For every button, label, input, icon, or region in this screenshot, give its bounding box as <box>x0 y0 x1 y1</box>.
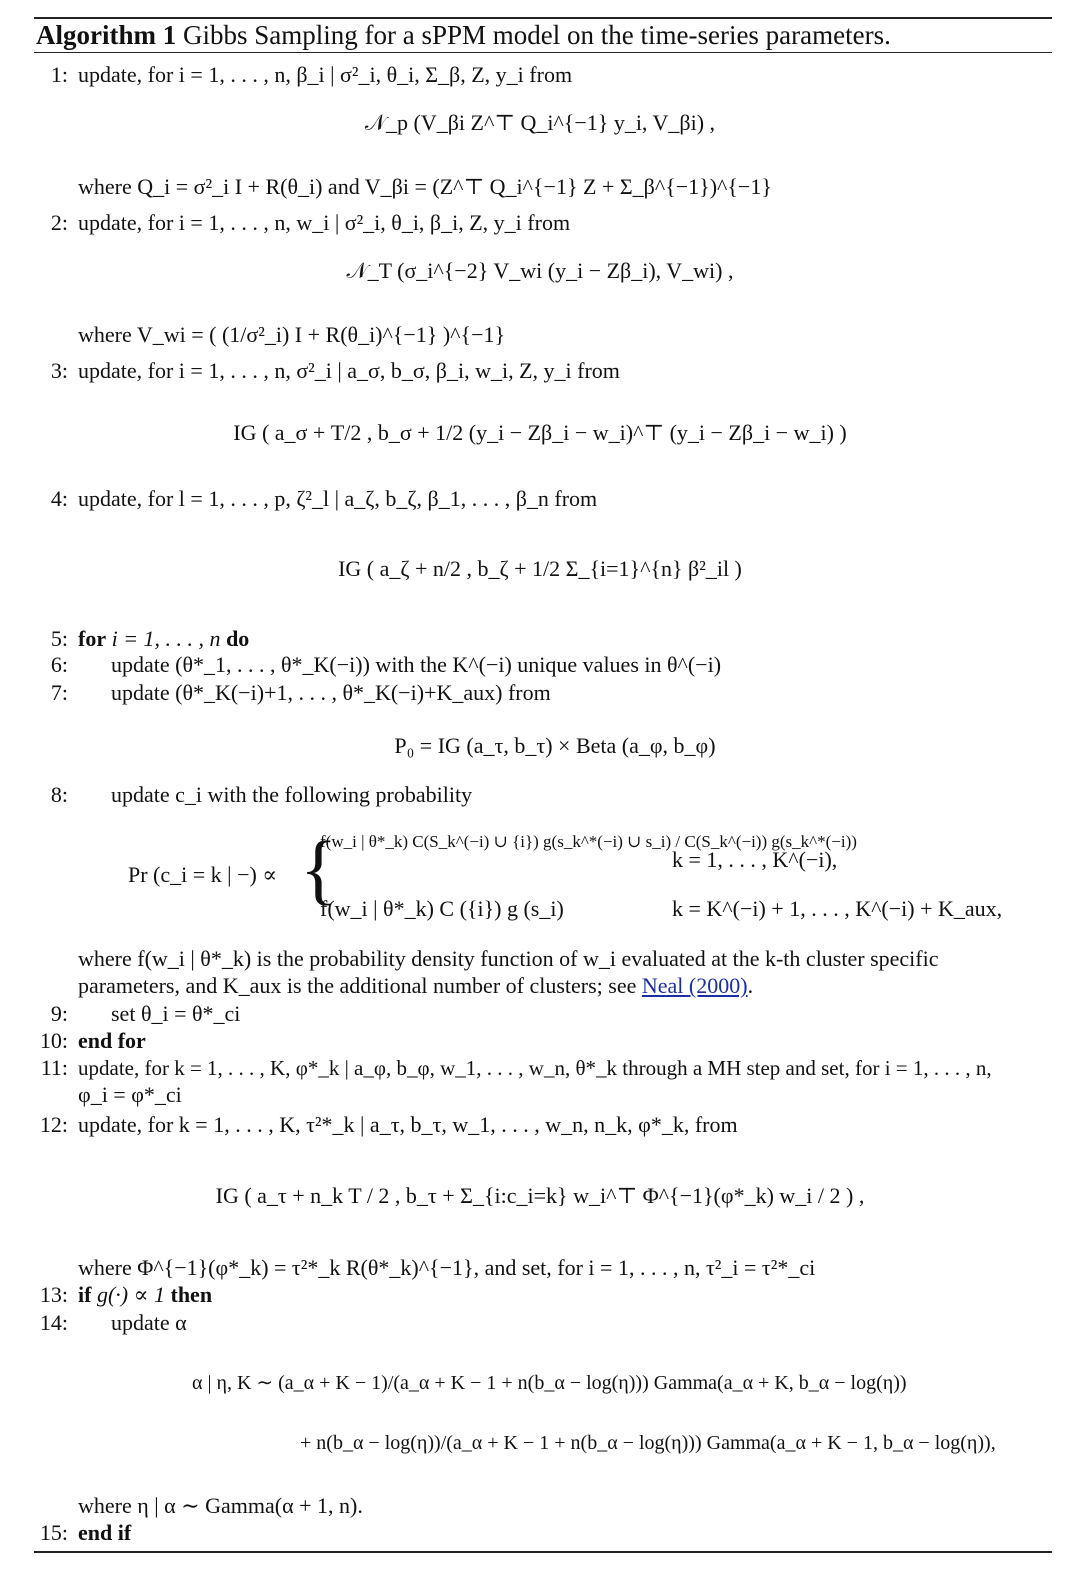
where-text: where η | α ∼ Gamma(α + 1, n). <box>78 1493 363 1518</box>
cluster-prob-cond1: k = 1, . . . , K^(−i), <box>672 847 838 872</box>
step-text: update, for k = 1, . . . , K, φ*_k | a_φ, b_φ, w_1, . . . , w_n, θ*_k through a MH step and set, for i = 1, . . . , n, <box>78 1056 992 1080</box>
equation-12: IG ( a_τ + n_k T / 2 , b_τ + Σ_{i:c_i=k} w_i^⊤ Φ^{−1}(φ*_k) w_i / 2 ) , <box>215 1183 865 1208</box>
step-text: update (θ*_1, . . . , θ*_K(−i)) with the K^(−i) unique values in θ^(−i) <box>111 652 722 677</box>
keyword-for: for <box>78 626 107 651</box>
line-number: 6: <box>50 652 68 677</box>
line-number: 15: <box>39 1520 68 1545</box>
cluster-prob-cond2: k = K^(−i) + 1, . . . , K^(−i) + K_aux, <box>672 896 1003 921</box>
line-number: 8: <box>50 782 68 807</box>
step-text: set θ_i = θ*_ci <box>111 1001 241 1026</box>
step-text: update α <box>111 1310 187 1335</box>
line-number: 1: <box>50 62 68 87</box>
where-text: where Q_i = σ²_i I + R(θ_i) and V_βi = (Z^⊤ Q_i^{−1} Z + Σ_β^{−1})^{−1} <box>78 174 772 199</box>
line-number: 12: <box>39 1112 68 1137</box>
where-text: parameters, and K_aux is the additional number of clusters; see <box>78 973 637 998</box>
equation-4: IG ( a_ζ + n/2 , b_ζ + 1/2 Σ_{i=1}^{n} β²_il ) <box>338 556 742 581</box>
condition: g(·) ∝ 1 <box>96 1282 165 1307</box>
line-number: 7: <box>50 680 68 705</box>
line-number: 11: <box>40 1055 68 1080</box>
algorithm-block: Algorithm 1 Gibbs Sampling for a sPPM model on the time-series parameters. 1: update, for i = 1, . . . , n, β_i | σ²_i, θ_i, Σ_β, Z, y_i from 𝒩_p (V_βi Z^⊤ Q_i^{−1} y_i, V_βi) , where Q_i = σ²_i I + R(θ_i) and V_βi = (Z^⊤ Q_i^{−1} Z + Σ_β^{−1})^{−1} 2: update, for i = 1, . . . , n, w_i | σ²_i, θ_i, β_i, Z, y_i from 𝒩_T (σ_i^{−2} V_wi (y_i − Zβ_i), V_wi) , where V_wi = ( (1/σ²_i) I + R(θ_i)^{−1} )^{−1} 3: update, for i = 1, . . . , n, σ²_i | a_σ, b_σ, β_i, w_i, Z, y_i from IG ( a_σ + T/2 , b_σ + 1/2 (y_i − Zβ_i − w_i)^⊤ (y_i − Zβ_i − w_i) ) 4: update, for l = 1, . . . , p, ζ²_l | a_ζ, b_ζ, β_1, . . . , β_n from IG ( a_ζ + n/2 , b_ζ + 1/2 Σ_{i=1}^{n} β²_il ) 5: for i = 1, . . . , n do 6: update (θ*_1, . . . , θ*_K(−i)) with the K^(−i) unique values in θ^(−i) 7: update (θ*_K(−i)+1, . . . , θ*_K(−i)+K_aux) from P₀ = IG (a_τ, b_τ) × Beta (a_φ, b_φ) 8: update c_i with the following probability Pr (c_i = k | −) ∝ { f(w_i | θ*_k) C(S_k^(−i) ∪ {i}) g(s_k^*(−i) ∪ s_i) / C(S_k^(−i)) g(s_k^*(−i)) k = 1, . . . , K^(−i), f(w_i | θ*_k) C ({i}) g (s_i) k = K^(−i) + 1, . . . , K^(−i) + K_aux, where f(w_i | θ*_k) is the probability density function of w_i evaluated at the k-th cluster specific parameters, and K_aux is the additional number of clusters; see Neal (2000). 9: set θ_i = θ*_ci 10: end for 11: update, for k = 1, . . . , K, φ*_k | a_φ, b_φ, w_1, . . . , w_n, θ*_k through a MH step and set, for i = 1, . . . , n, φ_i = φ*_ci 12: update, for k = 1, . . . , K, τ²*_k | a_τ, b_τ, w_1, . . . , w_n, n_k, φ*_k, from IG ( a_τ + n_k T / 2 , b_τ + Σ_{i:c_i=k} w_i^⊤ Φ^{−1}(φ*_k) w_i / 2 ) , where Φ^{−1}(φ*_k) = τ²*_k R(θ*_k)^{−1}, and set, for i = 1, . . . , n, τ²_i = τ²*_ci 13: if g(·) ∝ 1 then 14: update α α | η, K ∼ (a_α + K − 1)/(a_α + K − 1 + n(b_α − log(η))) Gamma(a_α + K, b_α − log(η)) + n(b_α − log(η))/(a_α + K − 1 + n(b_α − log(η))) Gamma(a_α + K − 1, b_α − log(η)), where η | α ∼ Gamma(α + 1, n). 15: end if <box>0 0 1080 1575</box>
equation-3: IG ( a_σ + T/2 , b_σ + 1/2 (y_i − Zβ_i − w_i)^⊤ (y_i − Zβ_i − w_i) ) <box>233 420 847 445</box>
step-text: update, for i = 1, . . . , n, σ²_i | a_σ, b_σ, β_i, w_i, Z, y_i from <box>78 358 620 383</box>
keyword-then: then <box>170 1282 213 1307</box>
cluster-prob-brace: { <box>300 825 338 912</box>
cluster-prob-case1: f(w_i | θ*_k) C(S_k^(−i) ∪ {i}) g(s_k^*(−i) ∪ s_i) / C(S_k^(−i)) g(s_k^*(−i)) <box>320 832 857 851</box>
title-rule <box>34 52 1052 53</box>
line-number: 4: <box>50 486 68 511</box>
line-number: 2: <box>50 210 68 235</box>
cluster-prob-lhs: Pr (c_i = k | −) ∝ <box>128 862 278 887</box>
line-number: 3: <box>50 358 68 383</box>
step-text: φ_i = φ*_ci <box>78 1082 182 1107</box>
line-number: 10: <box>39 1028 68 1053</box>
line-number: 5: <box>50 626 68 651</box>
equation-7: P₀ = IG (a_τ, b_τ) × Beta (a_φ, b_φ) <box>394 733 716 758</box>
line-number: 13: <box>39 1282 68 1307</box>
where-text: where Φ^{−1}(φ*_k) = τ²*_k R(θ*_k)^{−1}, and set, for i = 1, . . . , n, τ²_i = τ²*_ci <box>78 1255 816 1280</box>
equation-14b: + n(b_α − log(η))/(a_α + K − 1 + n(b_α − log(η))) Gamma(a_α + K − 1, b_α − log(η)), <box>300 1432 996 1454</box>
where-text: where f(w_i | θ*_k) is the probability density function of w_i evaluated at the k-th cluster specific <box>78 946 939 971</box>
step-text: update (θ*_K(−i)+1, . . . , θ*_K(−i)+K_aux) from <box>111 680 551 705</box>
step-text: update, for i = 1, . . . , n, w_i | σ²_i, θ_i, β_i, Z, y_i from <box>78 210 571 235</box>
step-text: update c_i with the following probability <box>111 782 473 807</box>
bottom-rule <box>34 1551 1052 1553</box>
line-number: 14: <box>39 1310 68 1335</box>
equation-1: 𝒩_p (V_βi Z^⊤ Q_i^{−1} y_i, V_βi) , <box>364 110 716 135</box>
loop-range: i = 1, . . . , n <box>111 626 221 651</box>
algorithm-caption: Gibbs Sampling for a sPPM model on the time-series parameters. <box>182 20 891 50</box>
citation-link[interactable]: Neal (2000) <box>641 973 748 998</box>
line-number: 9: <box>50 1001 68 1026</box>
keyword-if: if <box>78 1282 92 1307</box>
equation-2: 𝒩_T (σ_i^{−2} V_wi (y_i − Zβ_i), V_wi) , <box>346 258 734 283</box>
keyword-end-if: end if <box>78 1520 132 1545</box>
where-text: where V_wi = ( (1/σ²_i) I + R(θ_i)^{−1} )^{−1} <box>78 322 506 347</box>
step-text: update, for l = 1, . . . , p, ζ²_l | a_ζ, b_ζ, β_1, . . . , β_n from <box>78 486 598 511</box>
step-text: update, for i = 1, . . . , n, β_i | σ²_i, θ_i, Σ_β, Z, y_i from <box>78 62 573 87</box>
step-text: update, for k = 1, . . . , K, τ²*_k | a_τ, b_τ, w_1, . . . , w_n, n_k, φ*_k, from <box>78 1112 738 1137</box>
keyword-end-for: end for <box>78 1028 146 1053</box>
algorithm-title <box>36 20 891 51</box>
algorithm-label: Algorithm 1 <box>36 20 177 50</box>
cluster-prob-case2: f(w_i | θ*_k) C ({i}) g (s_i) <box>320 896 564 921</box>
equation-14a: α | η, K ∼ (a_α + K − 1)/(a_α + K − 1 + n(b_α − log(η))) Gamma(a_α + K, b_α − log(η)) <box>192 1372 907 1394</box>
top-rule <box>34 17 1052 19</box>
keyword-do: do <box>226 626 250 651</box>
